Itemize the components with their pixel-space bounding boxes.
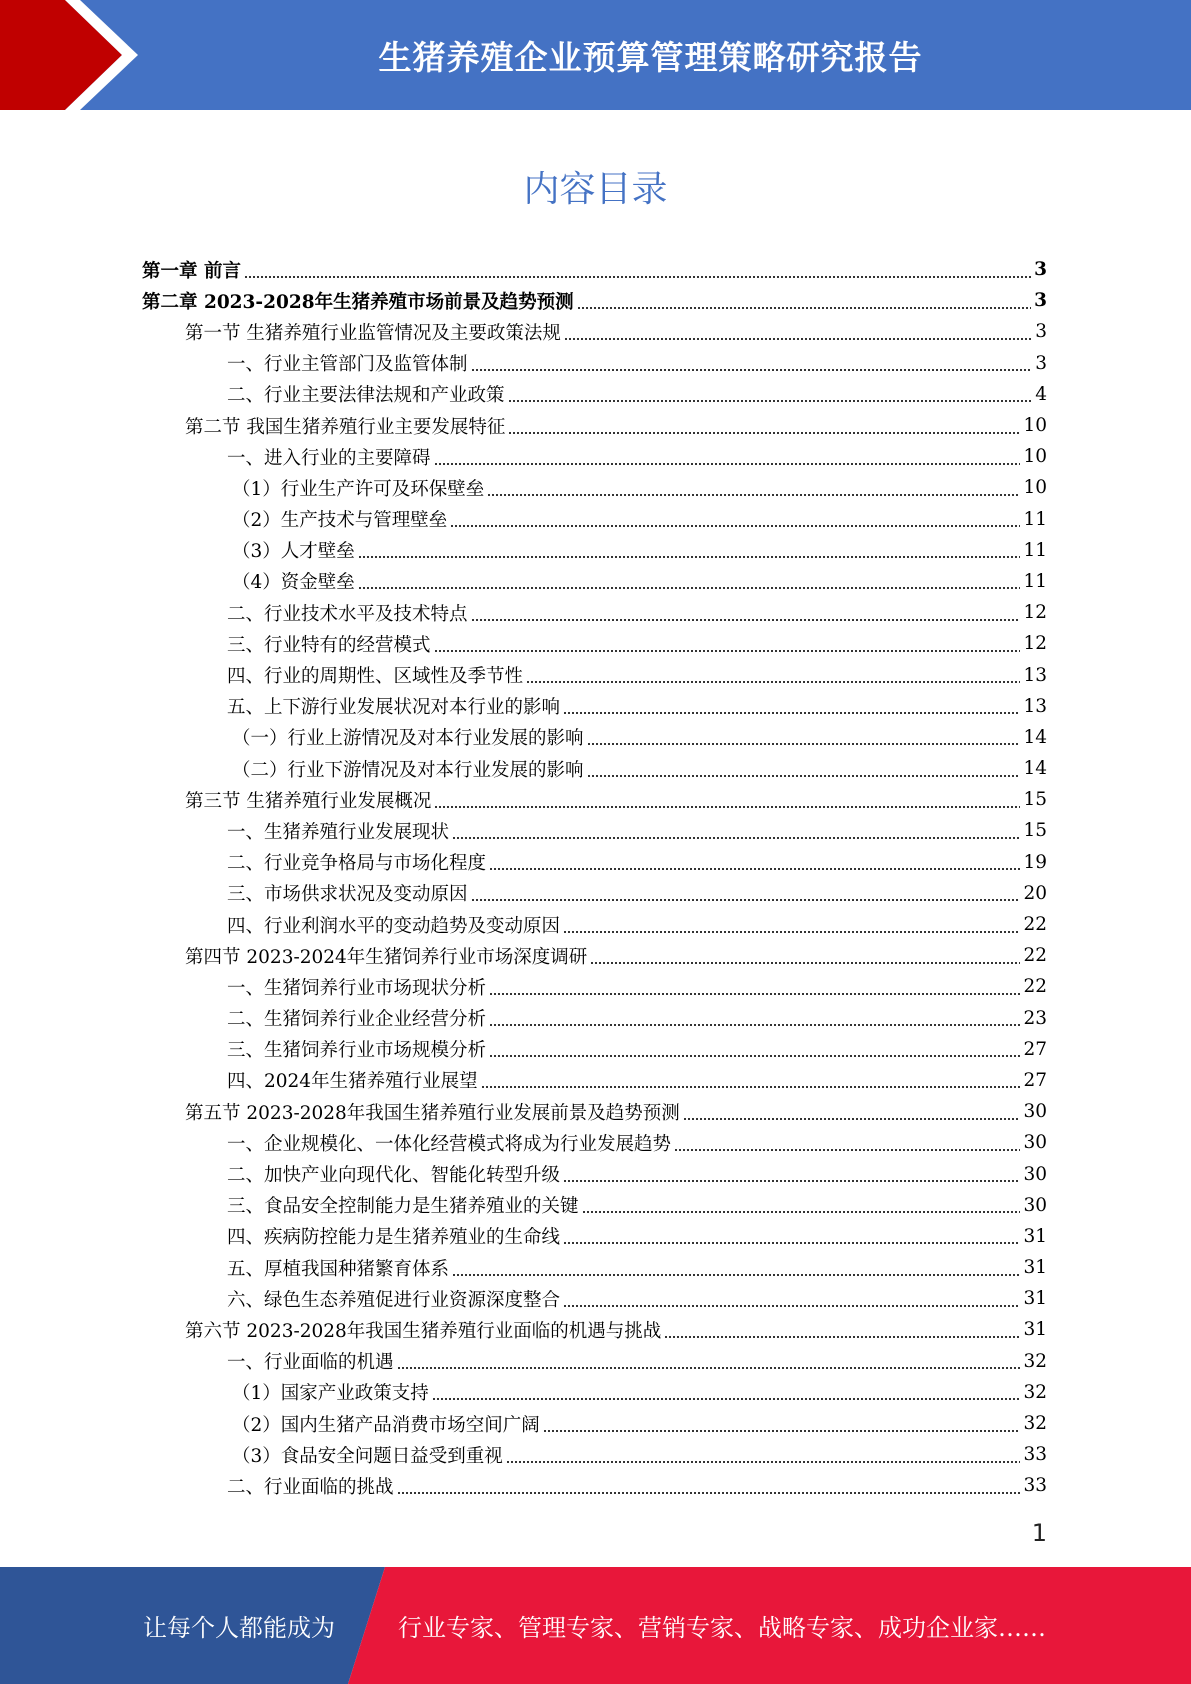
toc-entry[interactable] (142, 566, 1047, 597)
toc-entry-page: 32 (1023, 1350, 1047, 1372)
toc-entry-page: 32 (1023, 1381, 1047, 1403)
toc-entry-label: 第四节 2023-2024年生猪饲养行业市场深度调研 (185, 946, 588, 968)
toc-entry-page: 15 (1023, 820, 1047, 842)
toc-entry-label: 四、2024年生猪养殖行业展望 (227, 1071, 478, 1093)
toc-entry-label: 第五节 2023-2028年我国生猪养殖行业发展前景及趋势预测 (185, 1102, 680, 1124)
toc-entry-page: 30 (1023, 1194, 1047, 1216)
toc-entry[interactable] (142, 753, 1047, 784)
toc-entry-page: 3 (1034, 290, 1047, 312)
toc-dot-leader (587, 742, 1021, 746)
toc-dot-leader (489, 867, 1020, 871)
toc-dot-leader (471, 368, 1033, 372)
toc-entry[interactable] (142, 847, 1047, 878)
toc-dot-leader (506, 1460, 1021, 1464)
toc-entry-page: 20 (1023, 882, 1047, 904)
toc-entry-page: 13 (1023, 695, 1047, 717)
report-title: 生猪养殖企业预算管理策略研究报告 (378, 37, 923, 77)
toc-entry-page: 10 (1023, 477, 1047, 499)
toc-entry-label: 一、企业规模化、一体化经营模式将成为行业发展趋势 (227, 1133, 672, 1155)
toc-entry-label: （4）资金壁垒 (232, 572, 355, 594)
toc-entry-label: （3）人才壁垒 (232, 541, 355, 563)
toc-entry[interactable] (142, 628, 1047, 659)
toc-dot-leader (508, 431, 1020, 435)
toc-entry-page: 11 (1023, 570, 1047, 592)
toc-dot-leader (564, 337, 1032, 341)
toc-entry-label: 第一节 生猪养殖行业监管情况及主要政策法规 (185, 322, 561, 344)
toc-dot-leader (489, 1023, 1020, 1027)
toc-entry-page: 30 (1023, 1101, 1047, 1123)
toc-entry-label: 第六节 2023-2028年我国生猪养殖行业面临的机遇与挑战 (185, 1320, 662, 1342)
toc-entry-page: 30 (1023, 1163, 1047, 1185)
toc-entry-page: 14 (1023, 726, 1047, 748)
footer-slogan-left: 让每个人都能成为 (143, 1614, 335, 1642)
toc-entry[interactable] (142, 878, 1047, 909)
toc-entry-page: 30 (1023, 1132, 1047, 1154)
toc-entry-page: 23 (1023, 1007, 1047, 1029)
toc-entry[interactable] (142, 379, 1047, 410)
toc-entry-label: 四、行业利润水平的变动趋势及变动原因 (227, 915, 561, 937)
toc-entry[interactable] (142, 1127, 1047, 1158)
toc-entry-label: 一、生猪养殖行业发展现状 (227, 821, 450, 843)
page-footer (0, 1567, 1191, 1684)
toc-entry-label: （3）食品安全问题日益受到重视 (232, 1445, 503, 1467)
toc-dot-leader (432, 1397, 1021, 1401)
toc-entry[interactable] (142, 597, 1047, 628)
toc-entry-label: （1）国家产业政策支持 (232, 1383, 429, 1405)
toc-entry-label: （1）行业生产许可及环保壁垒 (232, 478, 485, 500)
toc-dot-leader (563, 1179, 1020, 1183)
toc-entry[interactable] (142, 940, 1047, 971)
toc-entry[interactable] (142, 1283, 1047, 1314)
toc-dot-leader (577, 306, 1032, 310)
table-of-contents (142, 254, 1047, 1502)
toc-dot-leader (471, 618, 1021, 622)
toc-dot-leader (481, 1085, 1021, 1089)
toc-entry-label: 第一章 前言 (142, 260, 241, 282)
toc-entry-label: 六、绿色生态养殖促进行业资源深度整合 (227, 1289, 561, 1311)
toc-entry-page: 11 (1023, 539, 1047, 561)
toc-entry[interactable] (142, 535, 1047, 566)
toc-entry-label: 五、厚植我国种猪繁育体系 (227, 1258, 450, 1280)
toc-dot-leader (397, 1491, 1021, 1495)
toc-entry[interactable] (142, 691, 1047, 722)
toc-dot-leader (582, 1210, 1021, 1214)
toc-entry[interactable] (142, 1439, 1047, 1470)
toc-entry-page: 31 (1023, 1257, 1047, 1279)
toc-entry-page: 3 (1035, 321, 1047, 343)
toc-entry-page: 15 (1023, 789, 1047, 811)
toc-entry-label: 二、行业主要法律法规和产业政策 (227, 385, 505, 407)
toc-entry[interactable] (142, 1096, 1047, 1127)
toc-entry-label: 一、进入行业的主要障碍 (227, 447, 431, 469)
toc-entry[interactable] (142, 1408, 1047, 1439)
toc-dot-leader (683, 1117, 1021, 1121)
toc-entry-page: 22 (1023, 914, 1047, 936)
toc-dot-leader (489, 1054, 1020, 1058)
toc-entry[interactable] (142, 1003, 1047, 1034)
toc-dot-leader (489, 992, 1020, 996)
toc-entry[interactable] (142, 285, 1047, 316)
toc-entry[interactable] (142, 1065, 1047, 1096)
toc-entry[interactable] (142, 1158, 1047, 1189)
toc-entry-page: 12 (1023, 633, 1047, 655)
toc-dot-leader (452, 1273, 1020, 1277)
toc-entry[interactable] (142, 472, 1047, 503)
toc-entry-label: 三、食品安全控制能力是生猪养殖业的关键 (227, 1196, 579, 1218)
toc-entry-page: 10 (1023, 446, 1047, 468)
toc-entry[interactable] (142, 348, 1047, 379)
toc-entry-label: 一、行业主管部门及监管体制 (227, 354, 468, 376)
toc-entry[interactable] (142, 659, 1047, 690)
toc-dot-leader (664, 1335, 1020, 1339)
toc-entry-page: 13 (1023, 664, 1047, 686)
toc-entry-label: 第三节 生猪养殖行业发展概况 (185, 790, 432, 812)
toc-entry-label: 三、行业特有的经营模式 (227, 634, 431, 656)
toc-entry-page: 31 (1023, 1288, 1047, 1310)
toc-dot-leader (487, 493, 1020, 497)
toc-dot-leader (471, 898, 1021, 902)
toc-dot-leader (358, 586, 1021, 590)
toc-entry[interactable] (142, 1034, 1047, 1065)
toc-entry[interactable] (142, 1470, 1047, 1501)
toc-entry-label: （一）行业上游情况及对本行业发展的影响 (232, 728, 584, 750)
toc-entry[interactable] (142, 1346, 1047, 1377)
toc-dot-leader (563, 1241, 1020, 1245)
toc-dot-leader (563, 711, 1020, 715)
toc-dot-leader (508, 399, 1033, 403)
toc-entry[interactable] (142, 909, 1047, 940)
toc-entry-label: 三、生猪饲养行业市场规模分析 (227, 1040, 487, 1062)
toc-entry-page: 11 (1023, 508, 1047, 530)
toc-dot-leader (590, 961, 1020, 965)
toc-entry-label: 一、行业面临的机遇 (227, 1352, 394, 1374)
toc-entry[interactable] (142, 1314, 1047, 1345)
toc-entry-label: 二、行业面临的挑战 (227, 1476, 394, 1498)
toc-entry[interactable] (142, 410, 1047, 441)
toc-dot-leader (526, 680, 1020, 684)
toc-entry-page: 4 (1035, 383, 1047, 405)
toc-entry-label: 一、生猪饲养行业市场现状分析 (227, 977, 487, 999)
toc-entry-page: 22 (1023, 976, 1047, 998)
toc-dot-leader (563, 930, 1020, 934)
toc-entry[interactable] (142, 1252, 1047, 1283)
toc-entry-label: 第二节 我国生猪养殖行业主要发展特征 (185, 416, 506, 438)
toc-entry-page: 27 (1023, 1069, 1047, 1091)
toc-dot-leader (450, 524, 1020, 528)
toc-dot-leader (434, 649, 1021, 653)
toc-entry-page: 22 (1023, 945, 1047, 967)
toc-entry[interactable] (142, 316, 1047, 347)
toc-entry-page: 3 (1035, 352, 1047, 374)
toc-dot-leader (543, 1429, 1021, 1433)
toc-entry[interactable] (142, 722, 1047, 753)
toc-entry-page: 32 (1023, 1413, 1047, 1435)
toc-dot-leader (563, 1304, 1020, 1308)
toc-entry-label: 二、行业竞争格局与市场化程度 (227, 853, 487, 875)
toc-entry[interactable] (142, 815, 1047, 846)
toc-entry-page: 33 (1023, 1444, 1047, 1466)
page-number: 1 (1031, 1519, 1047, 1547)
toc-entry-page: 27 (1023, 1038, 1047, 1060)
toc-entry[interactable] (142, 441, 1047, 472)
toc-entry[interactable] (142, 504, 1047, 535)
toc-entry-label: 第二章 2023-2028年生猪养殖市场前景及趋势预测 (142, 291, 574, 313)
toc-entry-label: 四、疾病防控能力是生猪养殖业的生命线 (227, 1227, 561, 1249)
toc-entry-label: （二）行业下游情况及对本行业发展的影响 (232, 759, 584, 781)
toc-entry-label: 二、加快产业向现代化、智能化转型升级 (227, 1165, 561, 1187)
toc-entry-label: 四、行业的周期性、区域性及季节性 (227, 666, 524, 688)
toc-dot-leader (244, 275, 1031, 279)
toc-entry-page: 31 (1023, 1225, 1047, 1247)
toc-entry-page: 31 (1023, 1319, 1047, 1341)
toc-dot-leader (397, 1366, 1021, 1370)
toc-entry-label: 二、行业技术水平及技术特点 (227, 603, 468, 625)
toc-dot-leader (587, 774, 1021, 778)
toc-entry-page: 14 (1023, 758, 1047, 780)
toc-entry-label: 三、市场供求状况及变动原因 (227, 884, 468, 906)
toc-entry-page: 19 (1023, 851, 1047, 873)
footer-slogan-right: 行业专家、管理专家、营销专家、战略专家、成功企业家…… (398, 1614, 1046, 1642)
toc-entry[interactable] (142, 784, 1047, 815)
toc-entry-label: 五、上下游行业发展状况对本行业的影响 (227, 697, 561, 719)
toc-entry-label: 二、生猪饲养行业企业经营分析 (227, 1009, 487, 1031)
toc-dot-leader (674, 1148, 1020, 1152)
toc-dot-leader (358, 555, 1021, 559)
toc-entry-page: 10 (1023, 415, 1047, 437)
toc-entry-page: 33 (1023, 1475, 1047, 1497)
toc-entry-page: 12 (1023, 602, 1047, 624)
toc-entry[interactable] (142, 971, 1047, 1002)
toc-entry-label: （2）生产技术与管理壁垒 (232, 510, 448, 532)
toc-dot-leader (434, 805, 1020, 809)
toc-entry[interactable] (142, 1221, 1047, 1252)
toc-entry-page: 3 (1034, 259, 1047, 281)
toc-entry[interactable] (142, 1377, 1047, 1408)
toc-entry[interactable] (142, 254, 1047, 285)
toc-dot-leader (452, 836, 1020, 840)
toc-title: 内容目录 (523, 169, 668, 210)
toc-entry-label: （2）国内生猪产品消费市场空间广阔 (232, 1414, 540, 1436)
toc-entry[interactable] (142, 1190, 1047, 1221)
page-header (0, 0, 1191, 110)
toc-dot-leader (434, 462, 1021, 466)
